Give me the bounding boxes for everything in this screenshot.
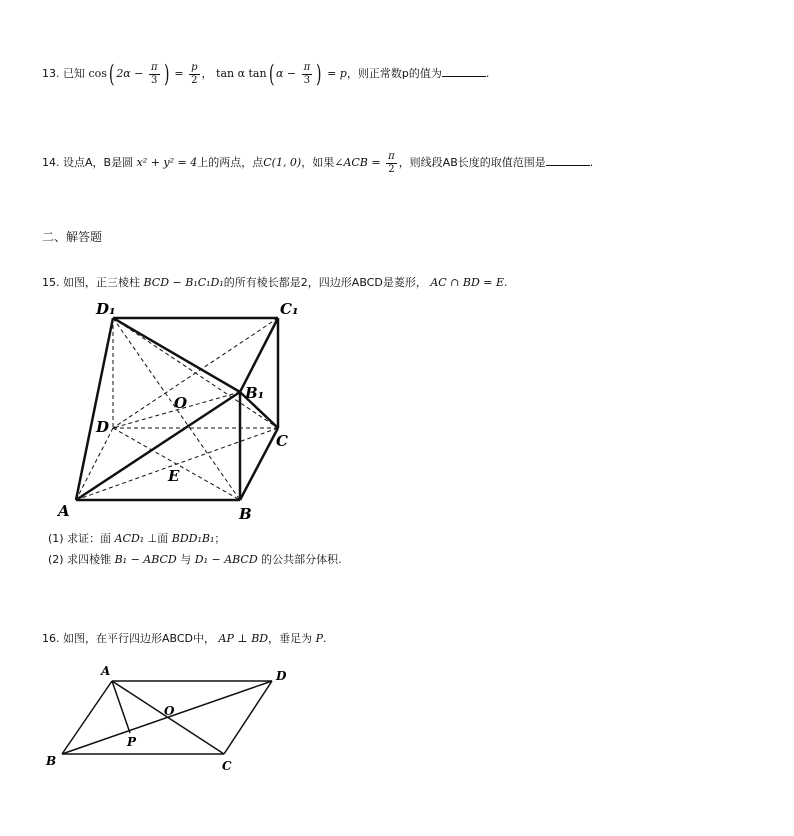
q15-part1: (1) 求证：面 ACD₁ ⊥面 BDD₁B₁； xyxy=(48,532,226,545)
label-C: C xyxy=(222,759,232,773)
q15-prism: BCD − B₁C₁D₁ xyxy=(143,276,224,289)
label-D1: D₁ xyxy=(96,300,116,318)
label-B1: B₁ xyxy=(245,384,265,402)
q13-prefix: 已知 xyxy=(63,67,85,80)
q13-tan: tan α tan xyxy=(216,67,267,80)
question-14: 14. 设点A，B是圆 x² + y² = 4上的两点，点C(1, 0)，如果∠ACB = $\frac{\pi}{2}$ ，则线段AB长度的取值范围是 . xyxy=(42,150,594,175)
label-O: O xyxy=(174,394,188,412)
question-15: 15. 如图，正三棱柱 BCD − B₁C₁D₁的所有棱长都是2，四边形ABCD是菱形， AC ∩ BD = E. xyxy=(42,276,508,289)
q13-frac-pi-3b: $\frac{\pi}{3}$ xyxy=(303,61,311,86)
q14-number: 14. xyxy=(42,156,60,169)
right-paren: ) xyxy=(163,60,170,88)
q14-circle: x² + y² = 4 xyxy=(136,156,198,169)
left-paren: ( xyxy=(108,60,115,88)
prism-figure xyxy=(50,296,310,526)
q13-frac-pi-3: $\frac{\pi}{3}$ xyxy=(150,61,158,86)
q13-suffix: ，则正常数p的值为 xyxy=(346,67,442,80)
label-D: D xyxy=(96,418,110,436)
q14-text1: 设点A，B是圆 xyxy=(63,156,134,169)
label-E: E xyxy=(168,467,180,485)
q15-part2: (2) 求四棱锥 B₁ − ABCD 与 D₁ − ABCD 的公共部分体积. xyxy=(48,553,342,566)
answer-blank xyxy=(442,66,486,77)
label-A: A xyxy=(101,664,111,678)
label-A: A xyxy=(58,502,70,520)
label-P: P xyxy=(127,735,137,749)
q14-frac-pi-2: $\frac{\pi}{2}$ xyxy=(388,150,395,175)
q13-cos: cos xyxy=(88,67,107,80)
q13-two-alpha: 2α − xyxy=(116,67,144,80)
label-B: B xyxy=(239,505,252,523)
label-O: O xyxy=(164,704,175,718)
question-16: 16. 如图，在平行四边形ABCD中， AP ⊥ BD，垂足为 P. xyxy=(42,632,327,645)
answer-blank xyxy=(546,155,590,166)
question-13: 13. 已知 cos( 2α − $\frac{\pi}{3}$ ) = $\frac{p}{2}$ ， tan α tan( α − $\frac{\pi}{3}$ ) = p，则正常数p的值为 . xyxy=(42,60,490,88)
q13-frac-p-2: $\frac{p}{2}$ xyxy=(191,61,198,86)
q13-number: 13. xyxy=(42,67,60,80)
label-C1: C₁ xyxy=(280,300,299,318)
label-B: B xyxy=(46,754,57,768)
parallelogram-figure xyxy=(40,660,300,776)
label-C: C xyxy=(276,432,288,450)
section-heading: 二、解答题 xyxy=(42,230,103,244)
label-D: D xyxy=(276,669,287,683)
